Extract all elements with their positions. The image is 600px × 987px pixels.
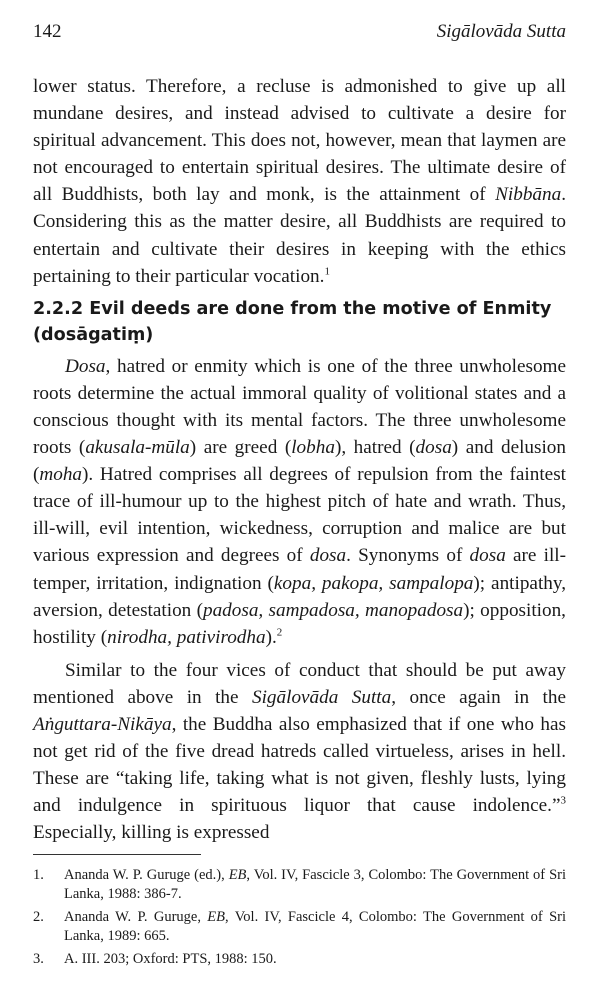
- text-run: ). Hatred comprises all degrees of repulsion from the faintest trace of ill-humour up to the highest pitch of hate and wrath. Thus, ill-will, evil intention, wickedness, corruption and malice are but various expression and degrees of: [33, 464, 566, 567]
- italic-term: lobha: [291, 437, 335, 459]
- text-run: Ananda W. P. Guruge (ed.),: [64, 867, 229, 883]
- footnote-text: [64, 908, 566, 946]
- text-run: , Vol. IV, Fascicle 3, Colombo: The Government of Sri Lanka, 1988: 386-7.: [64, 867, 566, 902]
- text-run: ) and delusion (: [33, 437, 566, 486]
- italic-term: dosa: [415, 437, 452, 459]
- text-run: , hatred or enmity which is one of the three unwholesome roots determine the actual immoral quality of volitional states and a conscious thought with its mental factors. The three unwholesome roots (: [33, 355, 566, 459]
- italic-term: akusala-mūla: [85, 437, 190, 459]
- footnote-text: [64, 950, 566, 969]
- paragraph-1: [33, 73, 566, 290]
- text-run: ) are greed (: [189, 437, 292, 459]
- footnote-number: 2.: [33, 909, 44, 925]
- italic-term: dosa: [469, 545, 506, 567]
- text-run: . Considering this as the matter desire, all Buddhists are required to entertain and cultivate their desires in keeping with the ethics pertaining to their particular vocation.: [33, 184, 566, 287]
- footnote-number: 3.: [33, 951, 44, 967]
- section-heading: [33, 296, 566, 348]
- footnote-ref-3[interactable]: 3: [560, 794, 566, 807]
- italic-term: kopa, pakopa, sampalopa: [273, 572, 474, 594]
- text-run: , once again in the: [391, 686, 566, 708]
- text-run: ).: [265, 626, 277, 648]
- paragraph-3: [33, 657, 566, 847]
- text-run: ); antipathy, aversion, detestation (: [33, 572, 567, 621]
- italic-term: Sigālovāda Sutta: [252, 686, 392, 708]
- footnote-3: [33, 950, 566, 969]
- text-run: Similar to the four vices of conduct that should be put away mentioned above in the: [33, 659, 566, 708]
- running-title: Sigālovāda Sutta: [436, 21, 566, 42]
- footnote-text: [64, 866, 566, 904]
- text-run: Ananda W. P. Guruge,: [64, 909, 208, 925]
- section-heading-line-1: 2.2.2 Evil deeds are done from the motive of Enmity: [33, 298, 552, 319]
- footnote-2: [33, 908, 566, 946]
- italic-term: Nibbāna: [495, 184, 562, 206]
- italic-term: nirodha, pativirodha: [107, 626, 266, 648]
- italic-term: Dosa: [65, 355, 106, 377]
- page-number: 142: [33, 21, 62, 42]
- italic-term: dosa: [309, 545, 347, 567]
- footnote-ref-2[interactable]: 2: [276, 626, 283, 639]
- italic-term: padosa, sampadosa, manopadosa: [202, 599, 464, 621]
- text-run: lower status. Therefore, a recluse is admonished to give up all mundane desires, and instead advised to cultivate a desire for spiritual advancement. This does not, however, mean that laymen are not encouraged to entertain spiritual desires. The ultimate desire of all Buddhists, both lay and monk, is the attainment of: [33, 76, 566, 206]
- text-run: . Synonyms of: [346, 545, 470, 567]
- text-run: ); opposition, hostility (: [33, 599, 566, 648]
- footnote-divider: [33, 854, 201, 855]
- text-run: ), hatred (: [334, 437, 416, 459]
- italic-term: moha: [39, 464, 83, 486]
- text-run: , Vol. IV, Fascicle 4, Colombo: The Government of Sri Lanka, 1989: 665.: [64, 909, 566, 944]
- italic-term: EB: [228, 867, 247, 883]
- footnotes: [33, 866, 566, 973]
- italic-term: Aṅguttara-Nikāya: [33, 713, 172, 735]
- footnote-1: [33, 866, 566, 904]
- italic-term: EB: [207, 909, 226, 925]
- text-run: are ill-temper, irritation, indignation (: [33, 545, 567, 594]
- text-run: , the Buddha also emphasized that if one who has not get rid of the five dread hatreds called virtueless, arises in hell. These are “taking life, taking what is not given, fleshly lusts, lying and indulgence in spirituous liquor that cause indolence.”: [33, 713, 566, 817]
- text-run: Especially, killing is expressed: [33, 822, 270, 844]
- body-text: [33, 73, 566, 846]
- footnote-ref-1[interactable]: 1: [324, 265, 330, 278]
- footnote-number: 1.: [33, 867, 44, 883]
- text-run: A. III. 203; Oxford: PTS, 1988: 150.: [64, 951, 277, 967]
- section-heading-line-2: (dosāgatiṃ): [33, 324, 154, 345]
- paragraph-2: [33, 353, 566, 651]
- page-header: [33, 21, 566, 43]
